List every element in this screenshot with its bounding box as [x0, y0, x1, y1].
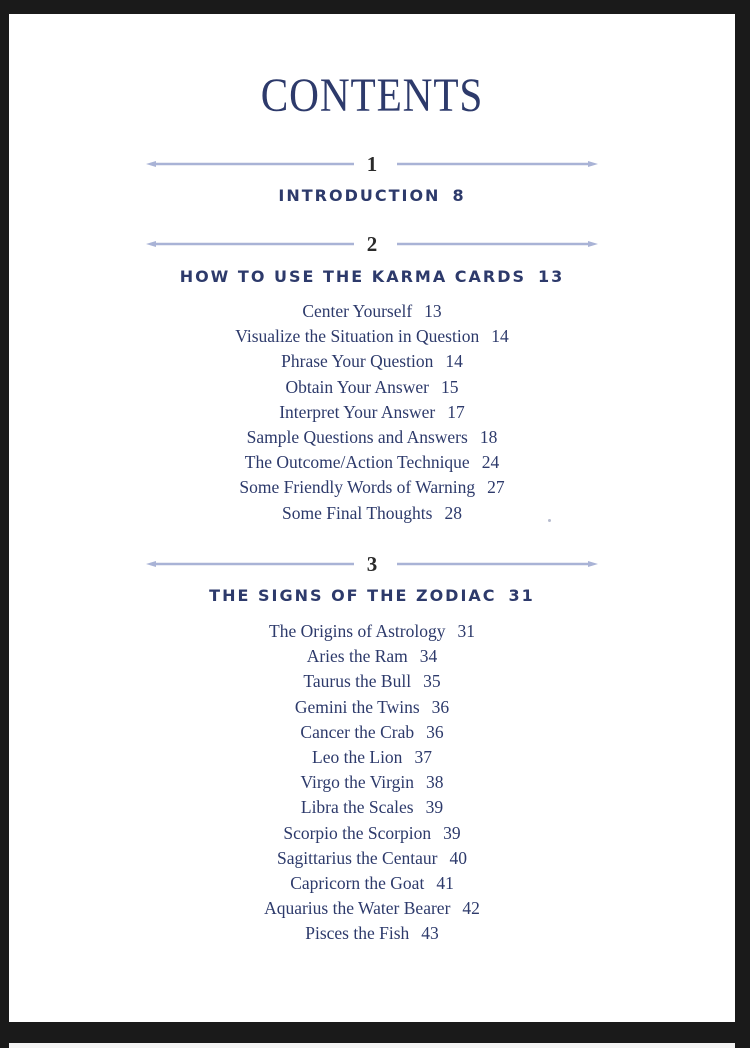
toc-entry[interactable]	[9, 324, 735, 349]
entry-page-number: 31	[457, 621, 475, 641]
entry-title: Capricorn the Goat	[290, 872, 425, 893]
entry-title: Aries the Ram	[306, 646, 408, 667]
entry-title: Phrase Your Question	[281, 351, 434, 372]
entry-page-number: 40	[449, 847, 467, 868]
toc-entry[interactable]	[9, 501, 735, 526]
section-number: 1	[366, 152, 378, 176]
toc-entry[interactable]	[9, 425, 735, 450]
entry-page-number: 34	[419, 646, 438, 667]
entry-title: Scorpio the Scorpion	[283, 822, 432, 843]
toc-entry[interactable]	[9, 375, 735, 400]
section-number: 2	[366, 232, 378, 256]
entry-page-number: 39	[443, 822, 461, 843]
section-number: 3	[366, 552, 378, 576]
entry-title: Obtain Your Answer	[285, 376, 429, 397]
book-page	[9, 14, 735, 1022]
entry-title: Taurus the Bull	[303, 671, 412, 692]
entry-title: Cancer the Crab	[300, 721, 415, 742]
toc-entry[interactable]	[9, 720, 735, 745]
entry-title: The Outcome/Action Technique	[244, 452, 470, 473]
entry-title: Pisces the Fish	[305, 923, 410, 944]
entry-page-number: 17	[447, 401, 465, 422]
entry-title: Leo the Lion	[312, 746, 403, 767]
entry-page-number: 37	[414, 746, 432, 767]
entry-title: Interpret Your Answer	[279, 401, 436, 422]
section-page-number: 8	[452, 186, 466, 205]
entry-title: Gemini the Twins	[294, 696, 420, 717]
section-heading-zodiac[interactable]	[9, 585, 735, 607]
entries-list-zodiac	[9, 619, 735, 946]
toc-entry[interactable]	[9, 896, 735, 921]
toc-entry[interactable]	[9, 349, 735, 374]
entry-title: The Origins of Astrology	[269, 621, 446, 641]
toc-entry[interactable]	[9, 871, 735, 896]
entry-page-number: 28	[444, 502, 462, 523]
entry-page-number: 24	[481, 452, 500, 473]
toc-entry[interactable]	[9, 475, 735, 500]
next-page-edge	[9, 1043, 735, 1048]
toc-entry[interactable]	[9, 644, 735, 669]
entry-title: Visualize the Situation in Question	[235, 326, 480, 347]
toc-entry[interactable]	[9, 669, 735, 694]
toc-entry[interactable]	[9, 450, 735, 475]
entry-page-number: 39	[425, 797, 444, 818]
section-heading-karma-cards[interactable]	[9, 266, 735, 288]
entry-title: Sagittarius the Centaur	[277, 847, 438, 868]
section-heading-text: HOW TO USE THE KARMA CARDS	[179, 267, 527, 286]
section-heading-text: THE SIGNS OF THE ZODIAC	[209, 586, 497, 605]
entry-title: Sample Questions and Answers	[246, 426, 468, 447]
entry-page-number: 27	[487, 477, 505, 498]
toc-entry[interactable]	[9, 619, 735, 644]
toc-entry[interactable]	[9, 795, 735, 820]
entry-page-number: 41	[436, 872, 454, 893]
entry-page-number: 15	[440, 376, 459, 397]
page-title: CONTENTS	[260, 69, 484, 122]
section-heading-introduction[interactable]	[9, 185, 735, 207]
entry-title: Some Friendly Words of Warning	[239, 477, 476, 498]
section-heading-text: INTRODUCTION	[278, 186, 441, 205]
entry-page-number: 13	[424, 301, 442, 321]
section-page-number: 13	[538, 267, 565, 286]
entries-list-karma-cards	[9, 299, 735, 526]
entry-page-number: 36	[426, 721, 444, 742]
entry-title: Virgo the Virgin	[300, 772, 415, 793]
toc-entry[interactable]	[9, 921, 735, 946]
entry-page-number: 43	[421, 923, 439, 944]
entry-page-number: 42	[462, 898, 480, 919]
toc-entry[interactable]	[9, 695, 735, 720]
toc-entry[interactable]	[9, 846, 735, 871]
entry-page-number: 14	[445, 351, 463, 372]
toc-entry[interactable]	[9, 299, 735, 324]
entry-page-number: 36	[431, 696, 450, 717]
section-page-number: 31	[508, 586, 535, 605]
entry-title: Aquarius the Water Bearer	[264, 898, 451, 919]
toc-entry[interactable]	[9, 400, 735, 425]
toc-entry[interactable]	[9, 770, 735, 795]
entry-page-number: 14	[491, 326, 509, 347]
entry-page-number: 35	[423, 671, 441, 692]
toc-entry[interactable]	[9, 821, 735, 846]
entry-title: Libra the Scales	[300, 797, 414, 818]
entry-title: Center Yourself	[302, 301, 413, 321]
entry-page-number: 18	[479, 426, 498, 447]
entry-page-number: 38	[426, 772, 444, 793]
entry-title: Some Final Thoughts	[282, 502, 433, 523]
toc-entry[interactable]	[9, 745, 735, 770]
page-speck	[548, 519, 551, 522]
